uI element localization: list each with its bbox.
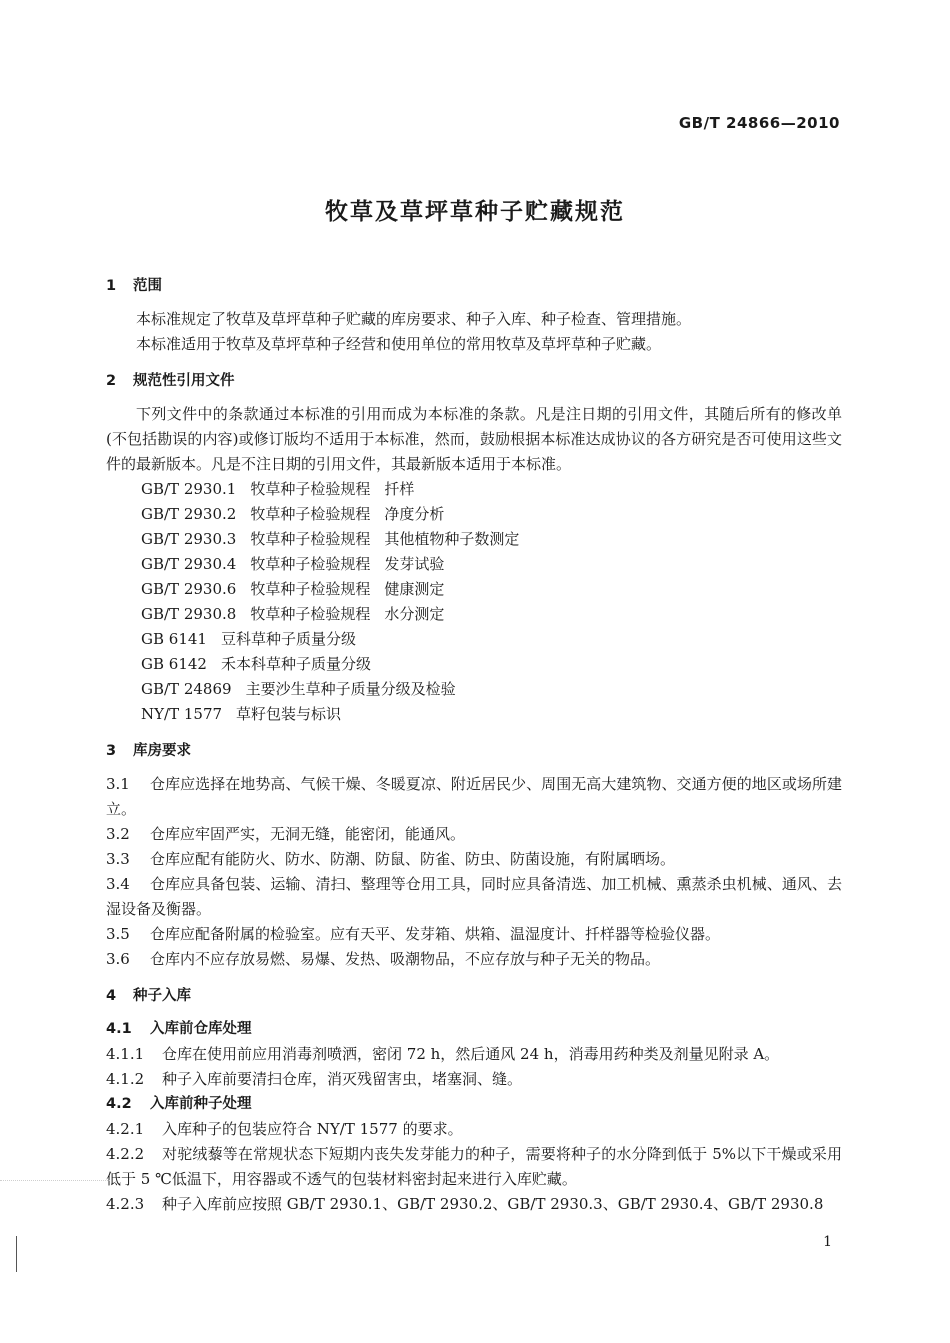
clause-text: 仓库应牢固严实，无洞无缝，能密闭，能通风。	[150, 825, 466, 843]
reference-title: 牧草种子检验规程	[250, 555, 371, 573]
reference-code: GB/T 24869	[141, 680, 232, 698]
clause-text: 仓库应配备附属的检验室。应有天平、发芽箱、烘箱、温湿度计、扦样器等检验仪器。	[150, 925, 721, 943]
clause	[106, 847, 842, 872]
reference-item	[141, 652, 842, 677]
clause-text: 仓库应选择在地势高、气候干燥、冬暖夏凉、附近居民少、周围无高大建筑物、交通方便的地区或场所建立。	[106, 775, 842, 818]
reference-item	[141, 702, 842, 727]
clause-text: 仓库应配有能防火、防水、防潮、防鼠、防雀、防虫、防菌设施，有附属晒场。	[150, 850, 676, 868]
standard-number: GB/T 24866—2010	[678, 114, 840, 132]
reference-subtitle: 扦样	[384, 480, 415, 498]
subsection-title: 入库前仓库处理	[150, 1021, 252, 1037]
section-heading	[106, 274, 842, 299]
scan-artifact-line	[16, 1236, 17, 1272]
clause-number: 4.2.1	[106, 1120, 145, 1138]
clause-text: 种子入库前要清扫仓库，消灭残留害虫，堵塞洞、缝。	[162, 1070, 523, 1088]
clause	[106, 922, 842, 947]
clause	[106, 872, 842, 922]
reference-title: 牧草种子检验规程	[250, 505, 371, 523]
reference-title: 草籽包装与标识	[236, 705, 342, 723]
document-body	[106, 268, 842, 1217]
clause-number: 4.1.2	[106, 1070, 145, 1088]
section-scope	[106, 274, 842, 357]
reference-subtitle: 水分测定	[384, 605, 445, 623]
section-warehouse-requirements	[106, 739, 842, 972]
clause-number: 4.1.1	[106, 1045, 145, 1063]
section-seed-storage-entry	[106, 984, 842, 1217]
section-number: 2	[106, 373, 117, 389]
clause	[106, 1042, 842, 1067]
subsection-number: 4.2	[106, 1096, 132, 1112]
reference-title: 禾本科草种子质量分级	[220, 655, 371, 673]
clause-number: 3.3	[106, 850, 130, 868]
paragraph: 本标准适用于牧草及草坪草种子经营和使用单位的常用牧草及草坪草种子贮藏。	[136, 335, 662, 353]
section-title: 范围	[133, 278, 162, 294]
clause-number: 3.1	[106, 775, 130, 793]
reference-code: GB/T 2930.4	[141, 555, 237, 573]
clause-number: 4.2.2	[106, 1145, 145, 1163]
reference-item	[141, 627, 842, 652]
clause-text: 仓库在使用前应用消毒剂喷洒，密闭 72 h，然后通风 24 h，消毒用药种类及剂量见附录 A。	[162, 1045, 780, 1063]
section-title: 库房要求	[133, 743, 191, 759]
section-number: 4	[106, 988, 117, 1004]
reference-subtitle: 净度分析	[384, 505, 445, 523]
reference-title: 牧草种子检验规程	[250, 530, 371, 548]
reference-code: GB/T 2930.8	[141, 605, 237, 623]
subsection-number: 4.1	[106, 1021, 132, 1037]
clause-number: 3.4	[106, 875, 130, 893]
subsection-heading	[106, 1017, 842, 1042]
paragraph: 本标准规定了牧草及草坪草种子贮藏的库房要求、种子入库、种子检查、管理措施。	[136, 310, 692, 328]
reference-item	[141, 577, 842, 602]
clause	[106, 947, 842, 972]
clause-number: 3.5	[106, 925, 130, 943]
reference-code: GB/T 2930.6	[141, 580, 237, 598]
section-number: 1	[106, 278, 117, 294]
reference-item	[141, 477, 842, 502]
clause-text: 入库种子的包装应符合 NY/T 1577 的要求。	[162, 1120, 463, 1138]
document-title: 牧草及草坪草种子贮藏规范	[325, 199, 625, 225]
reference-title: 主要沙生草种子质量分级及检验	[245, 680, 456, 698]
reference-code: GB/T 2930.1	[141, 480, 237, 498]
clause	[106, 1067, 842, 1092]
section-title: 种子入库	[133, 988, 191, 1004]
reference-list	[106, 477, 842, 727]
reference-subtitle: 其他植物种子数测定	[384, 530, 520, 548]
subsection-title: 入库前种子处理	[150, 1096, 252, 1112]
clause	[106, 1142, 842, 1192]
clause	[106, 1192, 842, 1217]
reference-title: 豆科草种子质量分级	[220, 630, 356, 648]
clause-text: 对驼绒藜等在常规状态下短期内丧失发芽能力的种子，需要将种子的水分降到低于 5%以下干燥或采用低于 5 ℃低温下，用容器或不透气的包装材料密封起来进行入库贮藏。	[106, 1145, 842, 1188]
reference-code: GB 6142	[141, 655, 207, 673]
reference-item	[141, 527, 842, 552]
reference-item	[141, 677, 842, 702]
reference-code: GB 6141	[141, 630, 207, 648]
page-number: 1	[823, 1234, 832, 1250]
clause-number: 3.6	[106, 950, 130, 968]
clause-text: 仓库应具备包装、运输、清扫、整理等仓用工具，同时应具备清选、加工机械、熏蒸杀虫机械、通风、去湿设备及衡器。	[106, 875, 842, 918]
clause	[106, 1117, 842, 1142]
reference-title: 牧草种子检验规程	[250, 480, 371, 498]
clause-number: 4.2.3	[106, 1195, 145, 1213]
reference-code: NY/T 1577	[141, 705, 223, 723]
section-heading	[106, 984, 842, 1009]
reference-title: 牧草种子检验规程	[250, 580, 371, 598]
clause	[106, 822, 842, 847]
reference-code: GB/T 2930.3	[141, 530, 237, 548]
section-heading	[106, 739, 842, 764]
reference-subtitle: 健康测定	[384, 580, 445, 598]
reference-title: 牧草种子检验规程	[250, 605, 371, 623]
clause-text: 种子入库前应按照 GB/T 2930.1、GB/T 2930.2、GB/T 2930.3、GB/T 2930.4、GB/T 2930.8	[162, 1195, 824, 1213]
section-title: 规范性引用文件	[133, 373, 235, 389]
reference-item	[141, 602, 842, 627]
reference-item	[141, 502, 842, 527]
reference-subtitle: 发芽试验	[384, 555, 445, 573]
paragraph: 下列文件中的条款通过本标准的引用而成为本标准的条款。凡是注日期的引用文件，其随后所有的修改单(不包括勘误的内容)或修订版均不适用于本标准，然而，鼓励根据本标准达成协议的各方研究是否可使用这些文件的最新版本。凡是不注日期的引用文件，其最新版本适用于本标准。	[106, 405, 842, 473]
clause-number: 3.2	[106, 825, 130, 843]
subsection-heading	[106, 1092, 842, 1117]
section-heading	[106, 369, 842, 394]
clause	[106, 772, 842, 822]
reference-code: GB/T 2930.2	[141, 505, 237, 523]
section-normative-references	[106, 369, 842, 727]
reference-item	[141, 552, 842, 577]
clause-text: 仓库内不应存放易燃、易爆、发热、吸潮物品，不应存放与种子无关的物品。	[150, 950, 661, 968]
section-number: 3	[106, 743, 117, 759]
scan-artifact-dots	[0, 1180, 110, 1182]
